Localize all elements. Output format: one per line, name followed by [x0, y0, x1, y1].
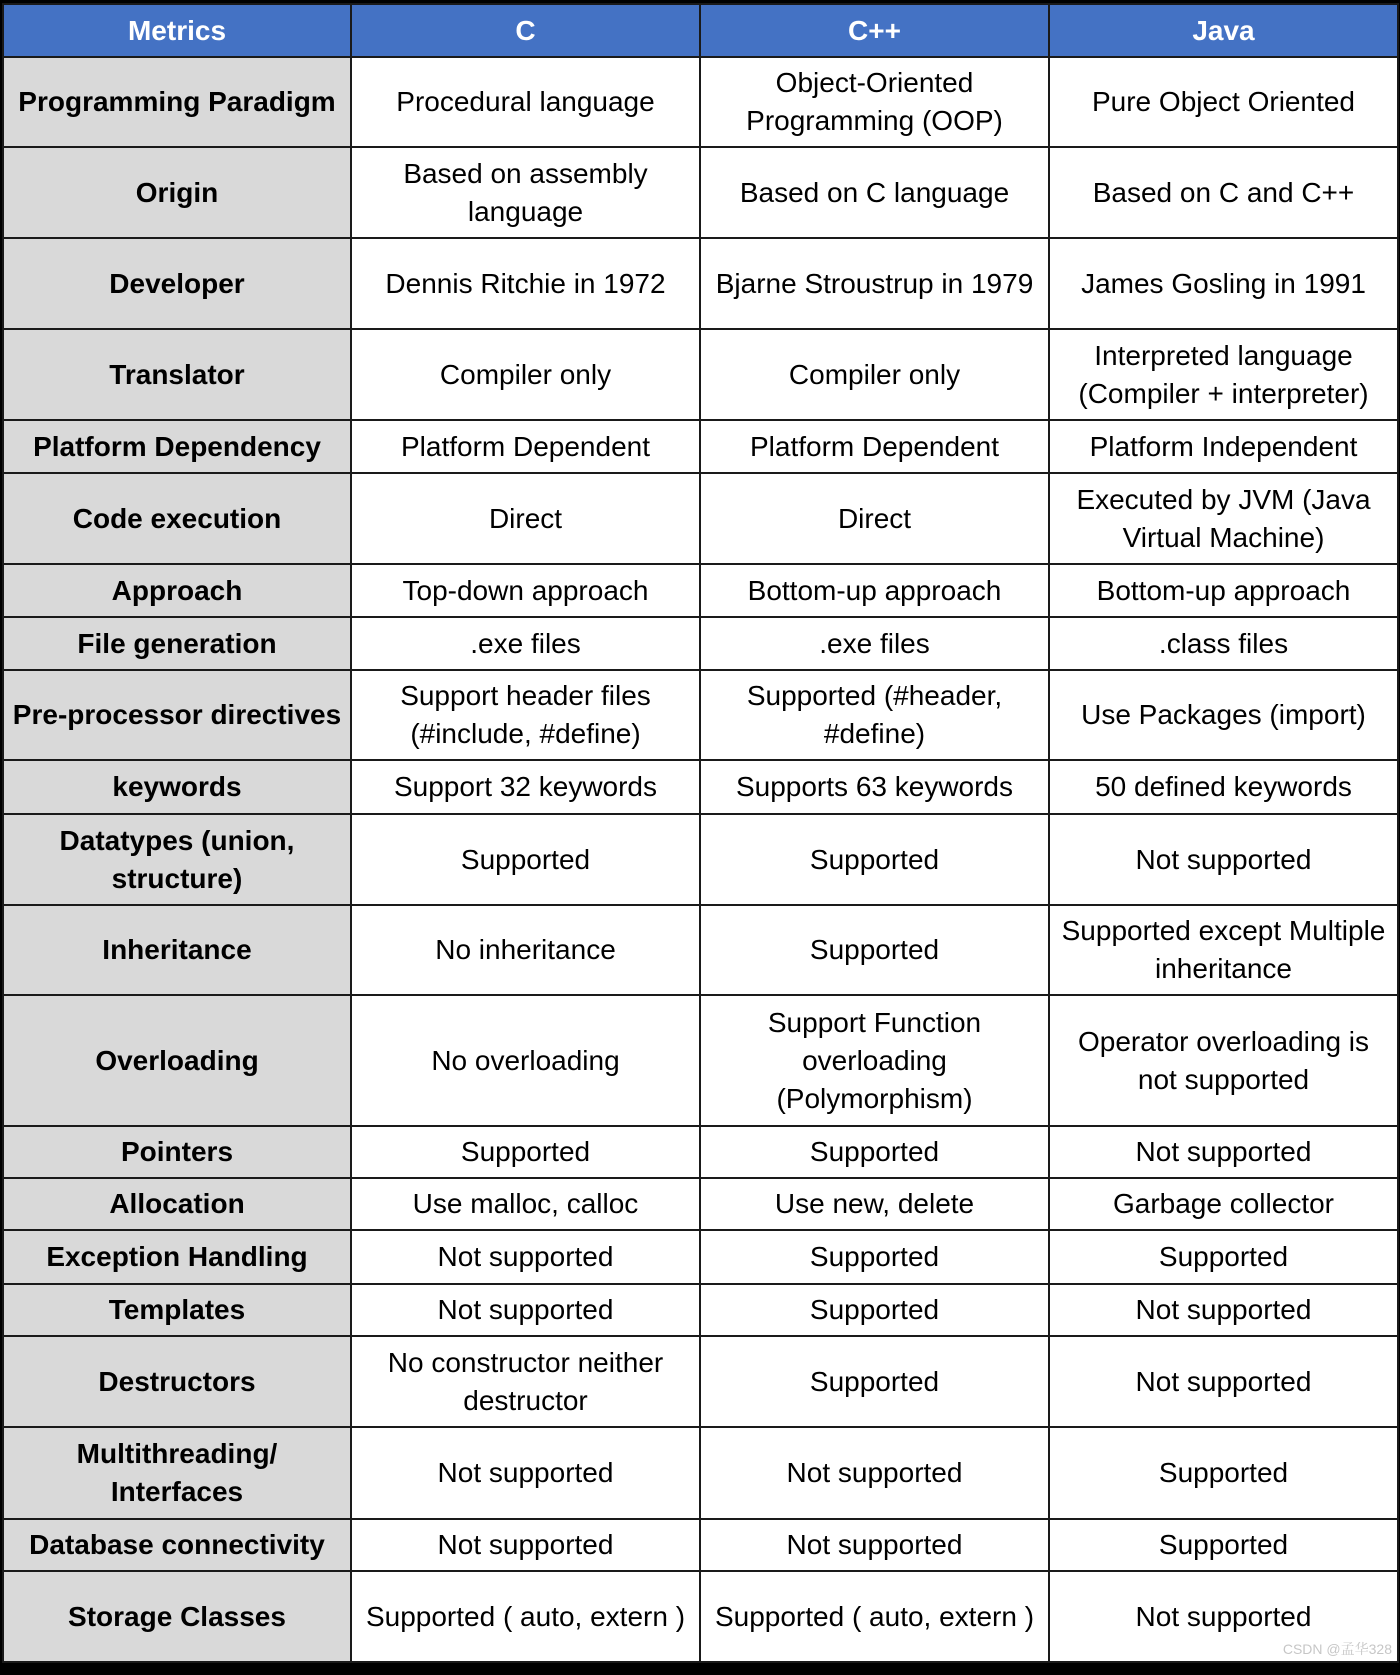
table-row: [3, 147, 1398, 238]
metric-cell: Overloading: [3, 995, 351, 1126]
java-cell: Not supported: [1049, 1284, 1398, 1336]
metric-cell: Storage Classes: [3, 1571, 351, 1662]
metric-cell: Templates: [3, 1284, 351, 1336]
table-row: [3, 1519, 1398, 1571]
c-cell: Direct: [351, 473, 700, 564]
c-cell: Supported ( auto, extern ): [351, 1571, 700, 1662]
table-row: [3, 1336, 1398, 1427]
java-cell: Bottom-up approach: [1049, 564, 1398, 617]
java-cell: Not supported: [1049, 1336, 1398, 1427]
cpp-cell: Platform Dependent: [700, 420, 1049, 473]
table-row: [3, 1178, 1398, 1230]
metric-cell: Programming Paradigm: [3, 57, 351, 147]
java-cell: Not supported: [1049, 814, 1398, 905]
metric-cell: Destructors: [3, 1336, 351, 1427]
metric-cell: Translator: [3, 329, 351, 420]
cpp-cell: Supported: [700, 1336, 1049, 1427]
c-cell: Top-down approach: [351, 564, 700, 617]
c-cell: Not supported: [351, 1427, 700, 1519]
cpp-cell: Supported: [700, 1230, 1049, 1284]
metric-cell: Exception Handling: [3, 1230, 351, 1284]
java-cell: Not supported: [1049, 1126, 1398, 1178]
c-cell: Supported: [351, 814, 700, 905]
java-cell: .class files: [1049, 617, 1398, 670]
header-java: Java: [1049, 4, 1398, 57]
java-cell: 50 defined keywords: [1049, 760, 1398, 814]
java-cell: Operator overloading is not supported: [1049, 995, 1398, 1126]
c-cell: Support header files (#include, #define): [351, 670, 700, 760]
c-cell: Not supported: [351, 1284, 700, 1336]
c-cell: Use malloc, calloc: [351, 1178, 700, 1230]
table-row: [3, 1427, 1398, 1519]
comparison-table: [2, 3, 1399, 1663]
c-cell: No overloading: [351, 995, 700, 1126]
java-cell: Based on C and C++: [1049, 147, 1398, 238]
cpp-cell: Direct: [700, 473, 1049, 564]
java-cell: Supported: [1049, 1230, 1398, 1284]
cpp-cell: Not supported: [700, 1427, 1049, 1519]
c-cell: Supported: [351, 1126, 700, 1178]
java-cell: Use Packages (import): [1049, 670, 1398, 760]
java-cell: Interpreted language (Compiler + interpreter): [1049, 329, 1398, 420]
java-cell: Supported except Multiple inheritance: [1049, 905, 1398, 995]
table-row: [3, 1284, 1398, 1336]
table-row: [3, 238, 1398, 329]
c-cell: Dennis Ritchie in 1972: [351, 238, 700, 329]
table-row: [3, 1126, 1398, 1178]
cpp-cell: Support Function overloading (Polymorphism): [700, 995, 1049, 1126]
c-cell: Based on assembly language: [351, 147, 700, 238]
metric-cell: File generation: [3, 617, 351, 670]
metric-cell: keywords: [3, 760, 351, 814]
cpp-cell: Supported: [700, 814, 1049, 905]
java-cell: Supported: [1049, 1427, 1398, 1519]
table-row: [3, 670, 1398, 760]
header-metrics: Metrics: [3, 4, 351, 57]
table-row: [3, 814, 1398, 905]
cpp-cell: Not supported: [700, 1519, 1049, 1571]
c-cell: Platform Dependent: [351, 420, 700, 473]
metric-cell: Developer: [3, 238, 351, 329]
cpp-cell: Bjarne Stroustrup in 1979: [700, 238, 1049, 329]
java-cell: Garbage collector: [1049, 1178, 1398, 1230]
cpp-cell: .exe files: [700, 617, 1049, 670]
metric-cell: Allocation: [3, 1178, 351, 1230]
table-row: [3, 760, 1398, 814]
c-cell: Support 32 keywords: [351, 760, 700, 814]
java-cell: Supported: [1049, 1519, 1398, 1571]
metric-cell: Database connectivity: [3, 1519, 351, 1571]
cpp-cell: Use new, delete: [700, 1178, 1049, 1230]
cpp-cell: Supported: [700, 905, 1049, 995]
watermark: CSDN @孟华328: [1282, 1641, 1392, 1657]
metric-cell: Platform Dependency: [3, 420, 351, 473]
cpp-cell: Compiler only: [700, 329, 1049, 420]
metric-cell: Pointers: [3, 1126, 351, 1178]
java-cell: Executed by JVM (Java Virtual Machine): [1049, 473, 1398, 564]
java-cell: Platform Independent: [1049, 420, 1398, 473]
c-cell: No constructor neither destructor: [351, 1336, 700, 1427]
metric-cell: Multithreading/ Interfaces: [3, 1427, 351, 1519]
metric-cell: Datatypes (union, structure): [3, 814, 351, 905]
java-cell: Pure Object Oriented: [1049, 57, 1398, 147]
cpp-cell: Supported ( auto, extern ): [700, 1571, 1049, 1662]
cpp-cell: Object-Oriented Programming (OOP): [700, 57, 1049, 147]
metric-cell: Origin: [3, 147, 351, 238]
c-cell: .exe files: [351, 617, 700, 670]
cpp-cell: Supported: [700, 1284, 1049, 1336]
cpp-cell: Bottom-up approach: [700, 564, 1049, 617]
header-row: [3, 4, 1398, 57]
table-row: [3, 905, 1398, 995]
metric-cell: Pre-processor directives: [3, 670, 351, 760]
table-row: [3, 57, 1398, 147]
table-row: [3, 420, 1398, 473]
table-row: [3, 1571, 1398, 1662]
c-cell: No inheritance: [351, 905, 700, 995]
java-cell: James Gosling in 1991: [1049, 238, 1398, 329]
metric-cell: Approach: [3, 564, 351, 617]
java-cell: Not supported: [1049, 1571, 1398, 1662]
c-cell: Not supported: [351, 1230, 700, 1284]
cpp-cell: Supported (#header, #define): [700, 670, 1049, 760]
cpp-cell: Supports 63 keywords: [700, 760, 1049, 814]
header-cpp: C++: [700, 4, 1049, 57]
header-c: C: [351, 4, 700, 57]
table-row: [3, 473, 1398, 564]
table-row: [3, 995, 1398, 1126]
table-row: [3, 617, 1398, 670]
table-row: [3, 1230, 1398, 1284]
c-cell: Procedural language: [351, 57, 700, 147]
metric-cell: Code execution: [3, 473, 351, 564]
table-row: [3, 329, 1398, 420]
cpp-cell: Based on C language: [700, 147, 1049, 238]
c-cell: Not supported: [351, 1519, 700, 1571]
c-cell: Compiler only: [351, 329, 700, 420]
metric-cell: Inheritance: [3, 905, 351, 995]
cpp-cell: Supported: [700, 1126, 1049, 1178]
table-row: [3, 564, 1398, 617]
